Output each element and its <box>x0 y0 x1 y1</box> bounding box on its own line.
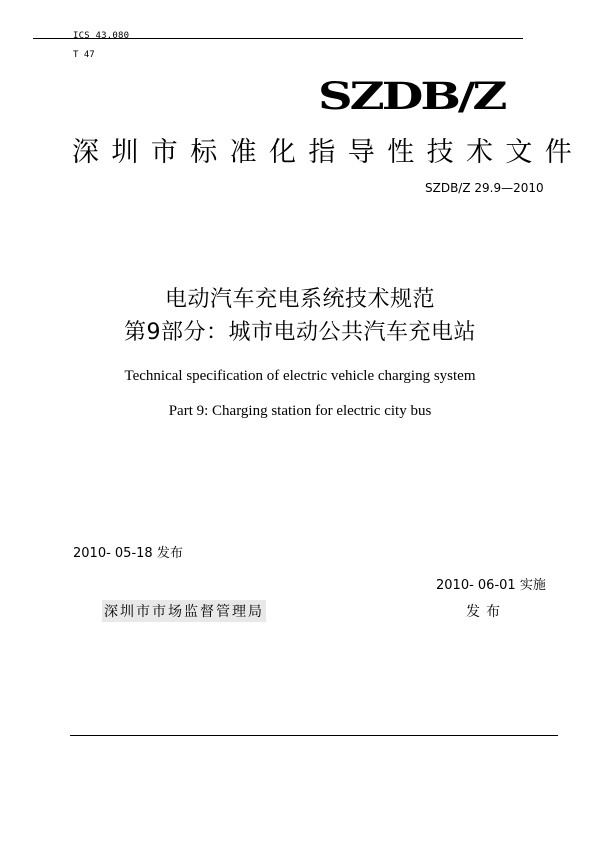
standard-logo: SZDB/Z <box>318 74 505 119</box>
title-en-line2: Part 9: Charging station for electric city bus <box>168 403 432 419</box>
document-type: 深圳市标准化指导性技术文件 <box>72 137 585 168</box>
ics-code: ICS 43.080 <box>73 31 130 41</box>
implementation-date: 2010- 06-01 实施 <box>436 578 546 593</box>
title-en-line1: Technical specification of electric vehicle charging system <box>124 368 476 384</box>
standard-number: SZDB/Z 29.9—2010 <box>425 181 544 195</box>
publish-label: 发布 <box>466 604 506 620</box>
issuing-organization: 深圳市市场监督管理局 <box>102 600 266 622</box>
category-code: T 47 <box>73 50 95 60</box>
title-zh-line1: 电动汽车充电系统技术规范 <box>164 287 435 312</box>
title-zh-line2: 第9部分：城市电动公共汽车充电站 <box>124 320 476 345</box>
bottom-rule <box>70 735 558 736</box>
issue-date: 2010- 05-18 发布 <box>73 546 183 561</box>
